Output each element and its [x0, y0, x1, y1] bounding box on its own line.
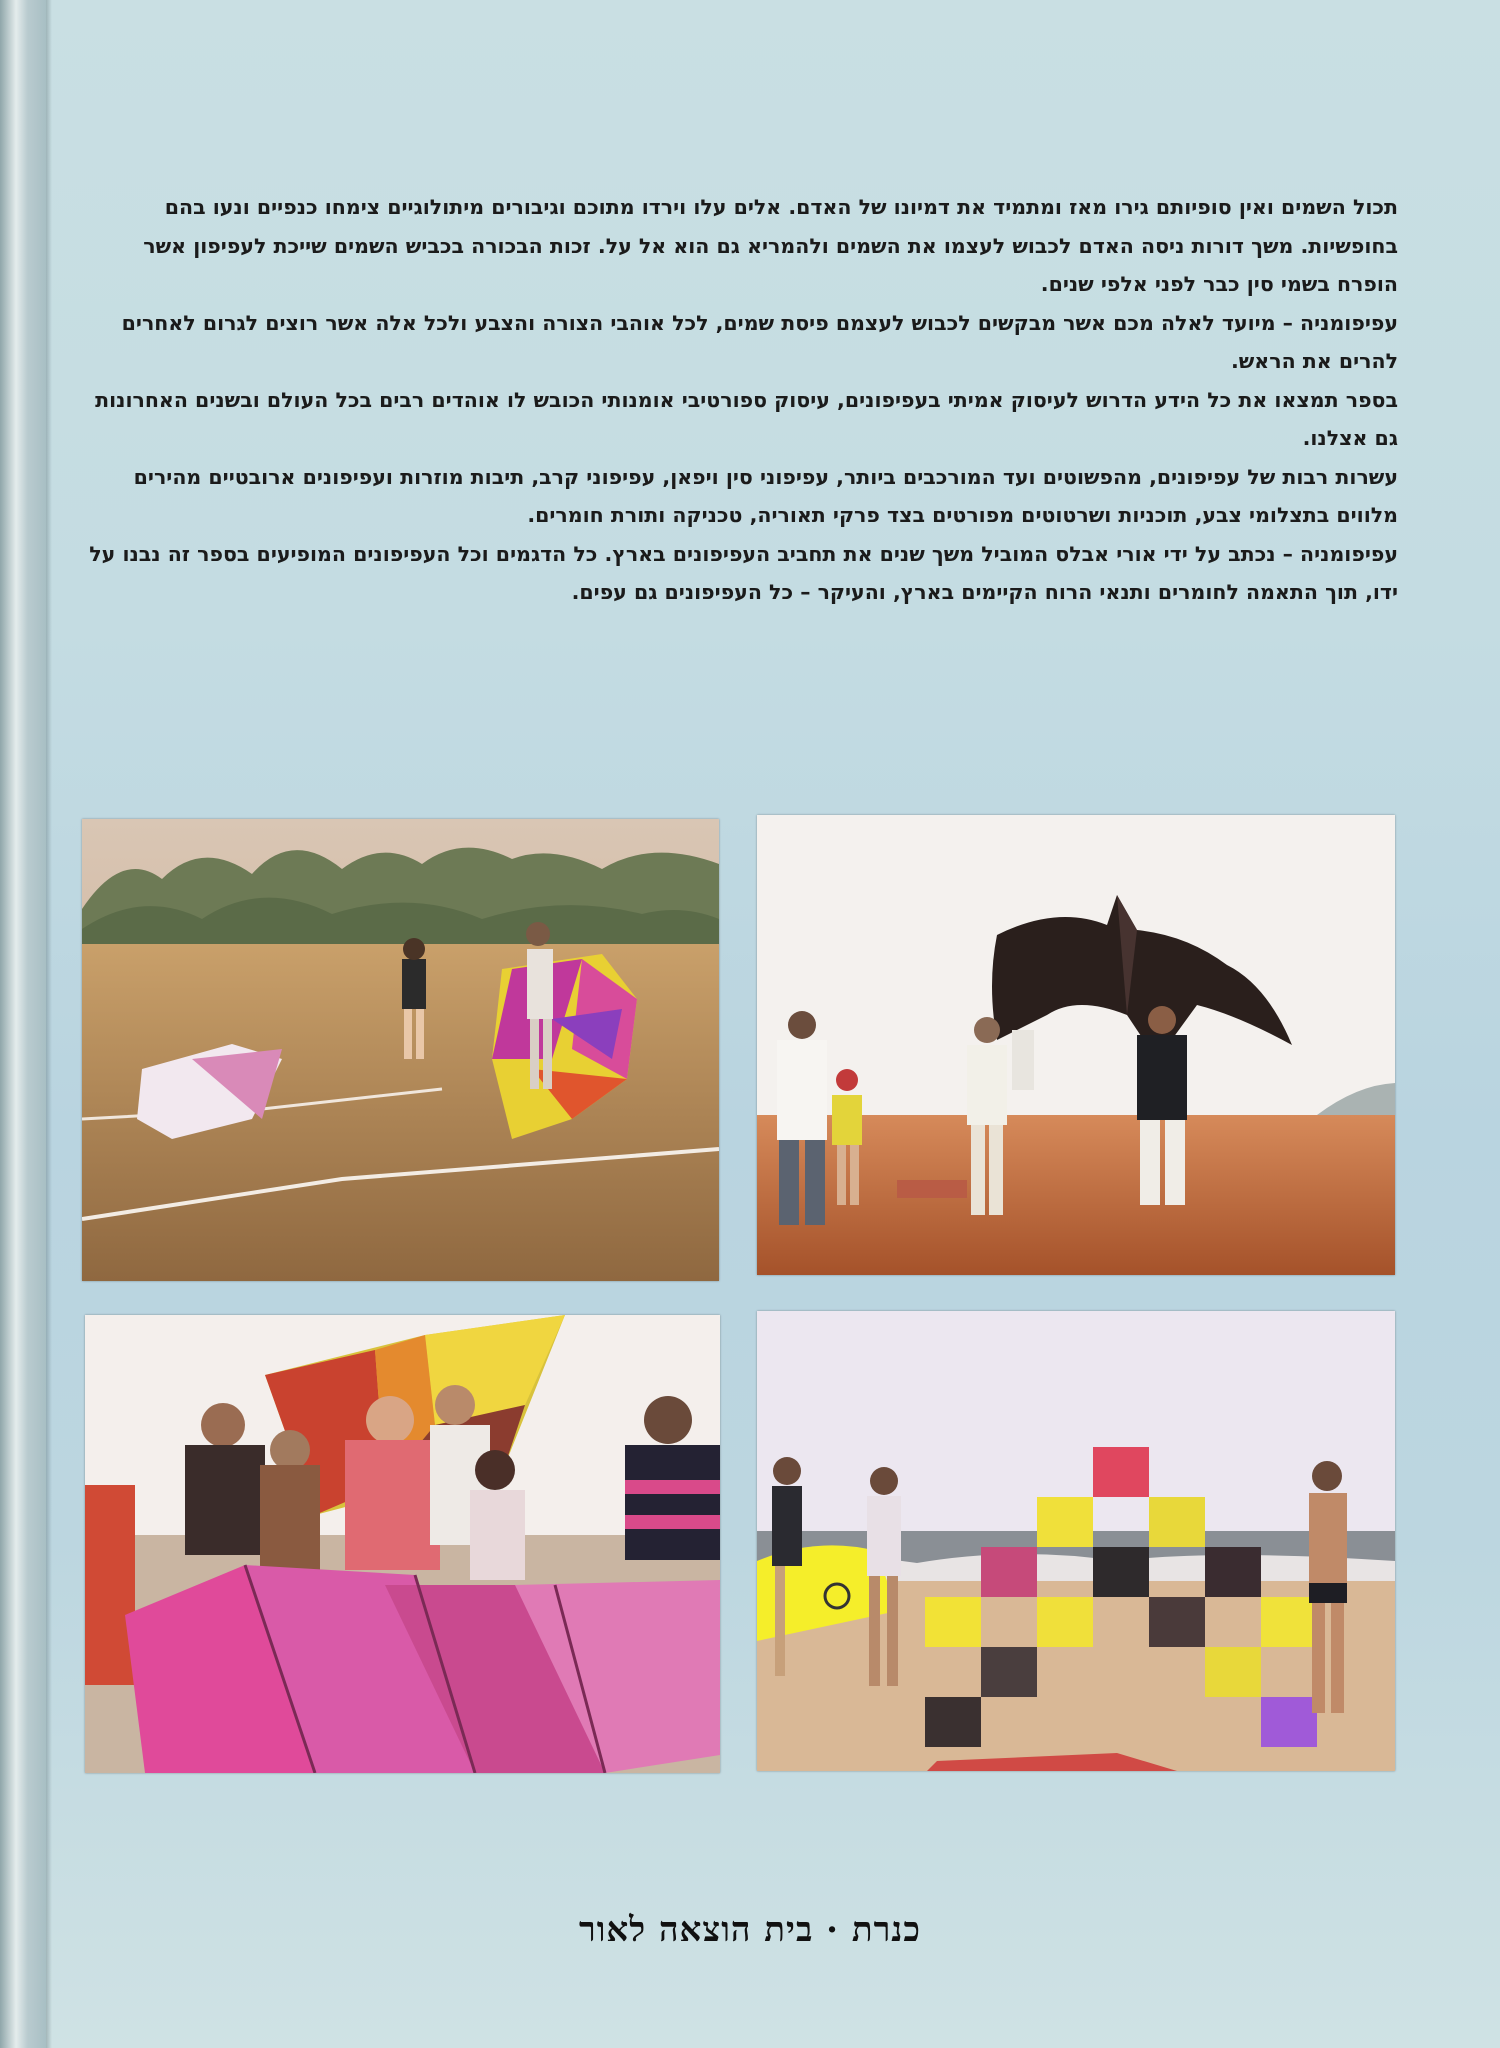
book-spine [0, 0, 46, 2048]
blurb-paragraph-2: עפיפומניה – מיועד לאלה מכם אשר מבקשים לכבוש לעצמם פיסת שמים, לכל אוהבי הצורה והצבע ולכל אלה אשר רוצים לגרום לאחרים להרים את הראש. [121, 310, 1398, 373]
photo-box-kite-beach [757, 1311, 1395, 1771]
photo-bird-kite [757, 815, 1395, 1275]
blurb-paragraph-1: תכול השמים ואין סופיותם גירו מאז ומתמיד את דמיונו של האדם. אלים עלו וירדו מתוכם וגיבורים מיתולוגיים צימחו כנפיים ונעו בהם בחופשיות. משך דורות ניסה האדם לכבוש לעצמו את השמים ולהמריא גם הוא אל על. זכות הבכורה בכביש השמים שייכת לעפיפון אשר הופרח בשמי סין כבר לפני אלפי שנים. [143, 195, 1398, 296]
blurb-paragraph-5: עפיפומניה – נכתב על ידי אורי אבלס המוביל משך שנים את תחביב העפיפונים בארץ. כל הדגמים וכל העפיפונים המופיעים בספר זה נבנו על ידו, תוך התאמה לחומרים ותנאי הרוח הקיימים בארץ, והעיקר – כל העפיפונים גם עפים. [89, 541, 1398, 604]
blurb-paragraph-3: בספר תמצאו את כל הידע הדרוש לעיסוק אמיתי בעפיפונים, עיסוק ספורטיבי אומנותי הכובש לו אוהדים רבים בכל העולם ובשנים האחרונות גם אצלנו. [95, 387, 1398, 450]
photo-field-kites [82, 819, 719, 1281]
back-cover-blurb [82, 188, 1398, 612]
spine-shadow [46, 0, 52, 2048]
blurb-paragraph-4: עשרות רבות של עפיפונים, מהפשוטים ועד המורכבים ביותר, עפיפוני סין ויפאן, עפיפוני קרב, תיבות מוזרות ועפיפונים ארובטיים מהירים מלווים בתצלומי צבע, תוכניות ושרטוטים מפורטים בצד פרקי תאוריה, טכניקה ותורת חומרים. [133, 464, 1398, 527]
photo-group-stunt-kites [85, 1315, 720, 1773]
publisher-name: כנרת · בית הוצאה לאור [579, 1910, 921, 1950]
